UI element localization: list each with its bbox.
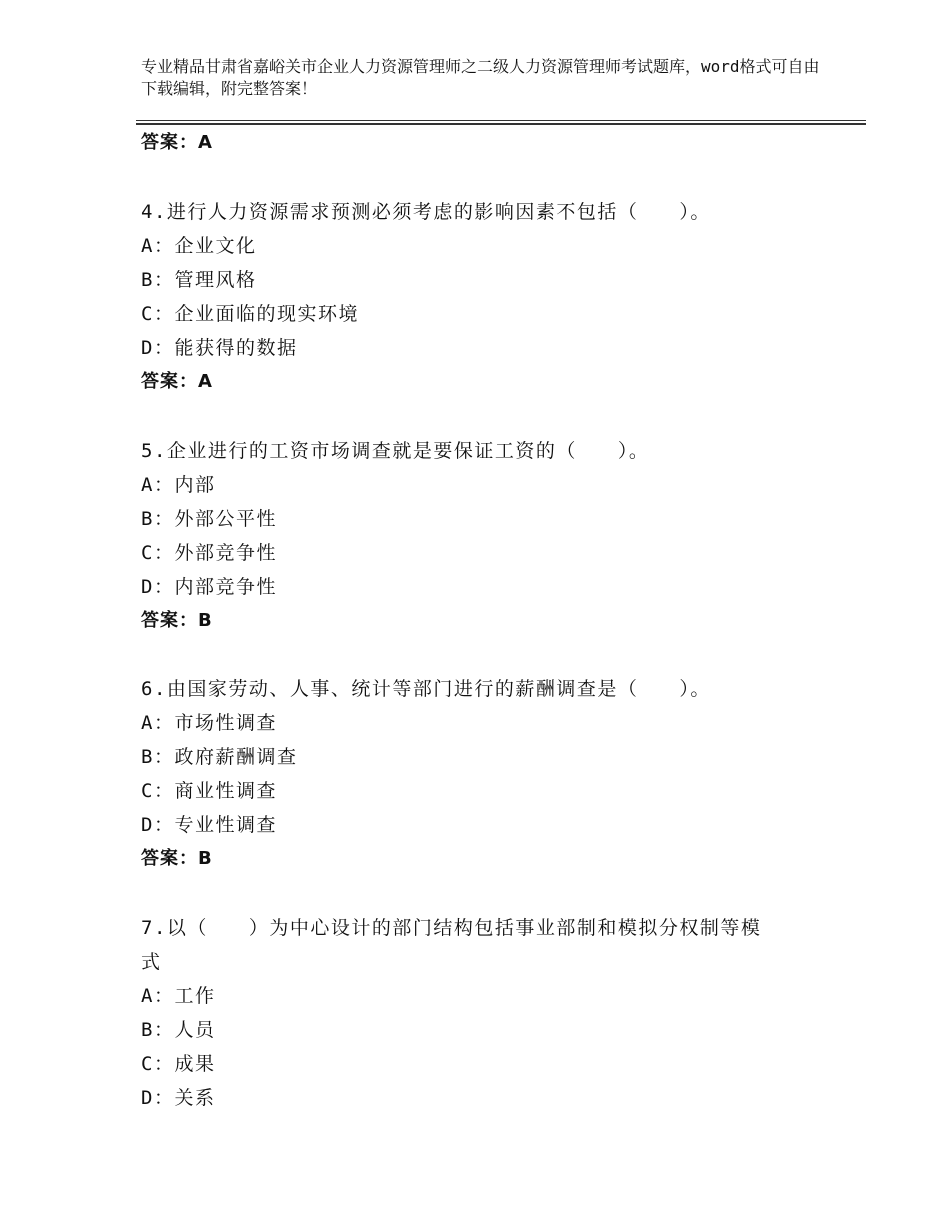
option-b: B：管理风格: [141, 269, 257, 291]
document-header: 专业精品甘肃省嘉峪关市企业人力资源管理师之二级人力资源管理师考试题库，word格式可自由下载编辑，附完整答案！: [141, 57, 820, 98]
option-b: B：外部公平性: [141, 508, 277, 530]
question-stem: 7.以（ ）为中心设计的部门结构包括事业部制和模拟分权制等模: [141, 917, 762, 939]
header-rule-thick: [136, 123, 866, 125]
question-stem: 5.企业进行的工资市场调查就是要保证工资的（ ）。: [141, 440, 650, 462]
header-rule: [136, 120, 866, 121]
option-a: A：内部: [141, 474, 216, 496]
option-a: A：工作: [141, 985, 216, 1007]
option-b: B：政府薪酬调查: [141, 746, 298, 768]
option-c: C：外部竞争性: [141, 542, 277, 564]
option-d: D：能获得的数据: [141, 337, 298, 359]
option-d: D：关系: [141, 1087, 216, 1109]
answer-label: 答案：A: [141, 132, 213, 153]
option-b: B：人员: [141, 1019, 216, 1041]
question-stem-continued: 式: [141, 951, 162, 973]
option-c: C：成果: [141, 1053, 216, 1075]
option-c: C：企业面临的现实环境: [141, 303, 359, 325]
question-stem: 6.由国家劳动、人事、统计等部门进行的薪酬调查是（ ）。: [141, 678, 711, 700]
option-a: A：企业文化: [141, 235, 257, 257]
question-stem: 4.进行人力资源需求预测必须考虑的影响因素不包括（ ）。: [141, 201, 711, 223]
option-d: D：内部竞争性: [141, 576, 277, 598]
option-c: C：商业性调查: [141, 780, 277, 802]
option-d: D：专业性调查: [141, 814, 277, 836]
option-a: A：市场性调查: [141, 712, 277, 734]
answer-label: 答案：B: [141, 848, 213, 869]
answer-label: 答案：A: [141, 371, 213, 392]
answer-label: 答案：B: [141, 610, 213, 631]
